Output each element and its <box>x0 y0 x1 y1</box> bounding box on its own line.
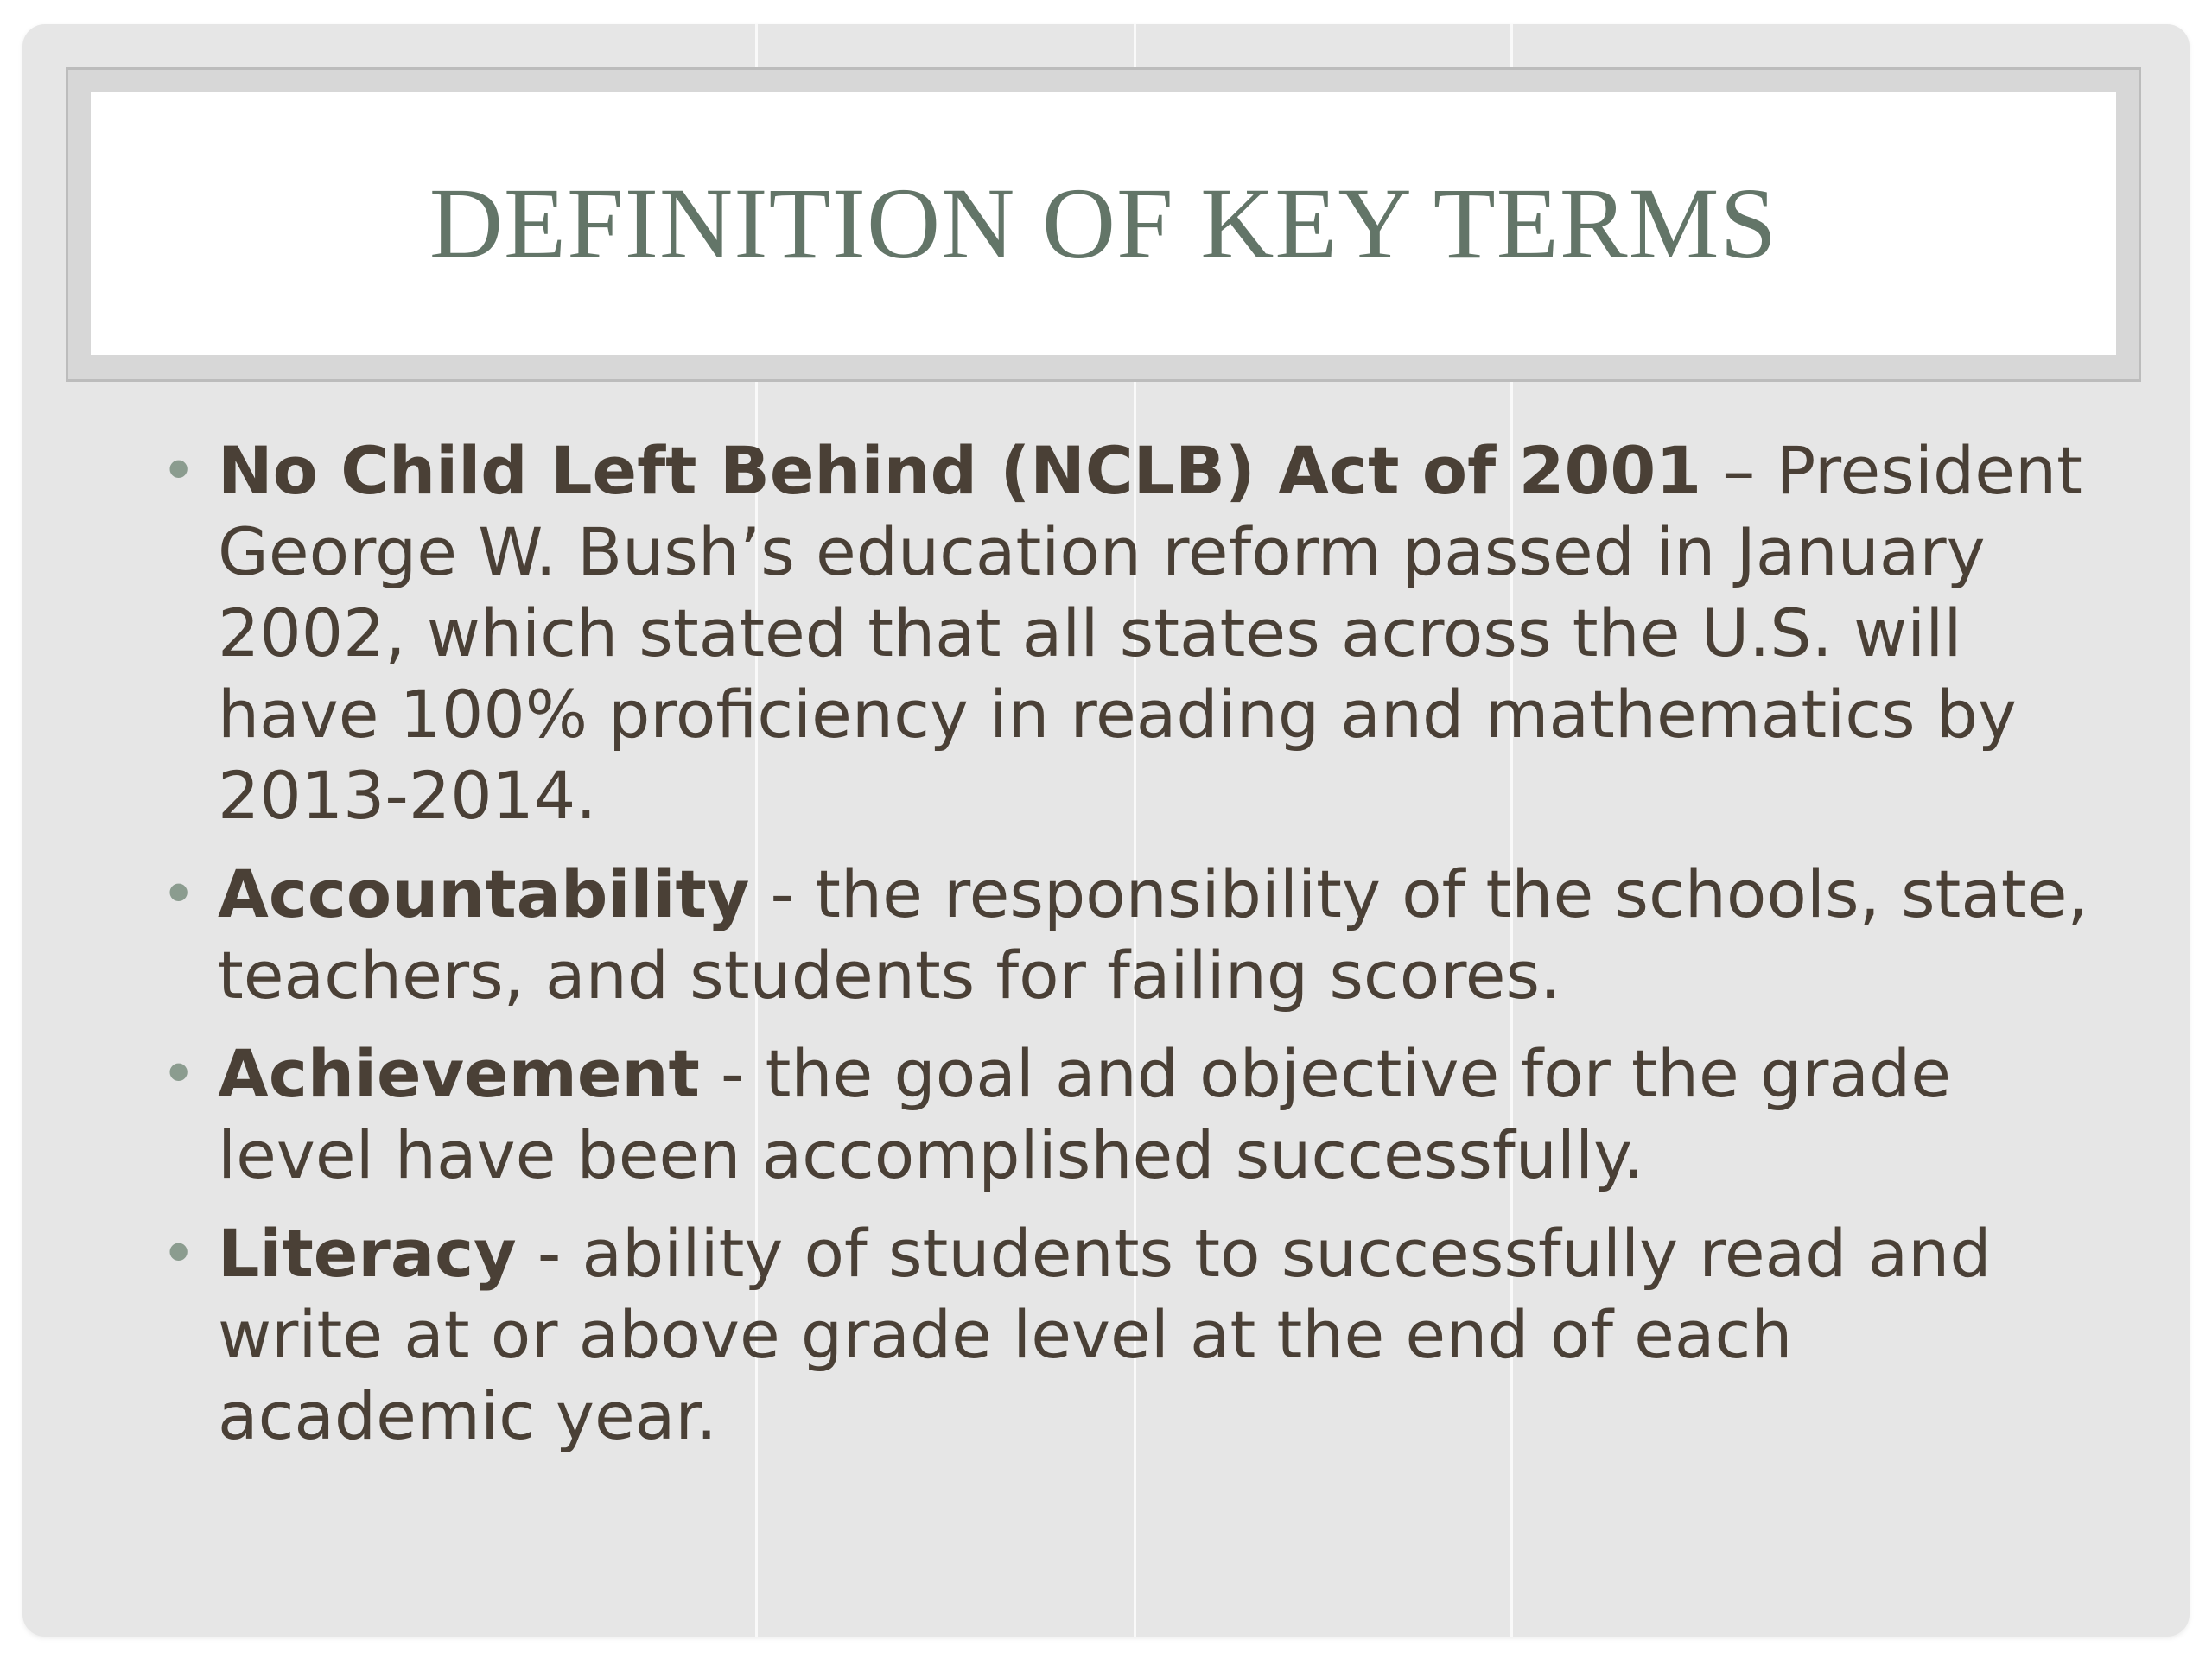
term-definition: – President George W. Bush’s education reform passed in January 2002, which stated that all states across the U.S. will have 100% proficiency in reading and mathematics by 2013-2014. <box>218 432 2082 834</box>
bullet-item-accountability <box>152 854 2105 1016</box>
slide-title: DEFINITION OF KEY TERMS <box>429 167 1778 280</box>
bullet-dot-icon: • <box>161 1218 197 1289</box>
term-label: Achievement <box>218 1035 700 1112</box>
bullet-item-literacy <box>152 1213 2105 1457</box>
term-definition: - ability of students to successfully read and write at or above grade level at the end of each academic year. <box>218 1215 1992 1454</box>
term-label: No Child Left Behind (NCLB) Act of 2001 <box>218 432 1702 509</box>
term-label: Literacy <box>218 1215 517 1292</box>
title-frame <box>66 67 2141 382</box>
bullet-item-nclb <box>152 430 2105 836</box>
slide <box>22 24 2190 1637</box>
bullet-item-achievement <box>152 1033 2105 1196</box>
term-definition: - the responsibility of the schools, state, teachers, and students for failing scores. <box>218 855 2088 1014</box>
bullet-dot-icon: • <box>161 435 197 506</box>
term-definition: - the goal and objective for the grade level have been accomplished successfully. <box>218 1035 1951 1193</box>
bullet-list <box>152 430 2105 1474</box>
term-label: Accountability <box>218 855 750 932</box>
bullet-dot-icon: • <box>161 859 197 930</box>
bullet-dot-icon: • <box>161 1039 197 1109</box>
title-box <box>91 92 2116 355</box>
